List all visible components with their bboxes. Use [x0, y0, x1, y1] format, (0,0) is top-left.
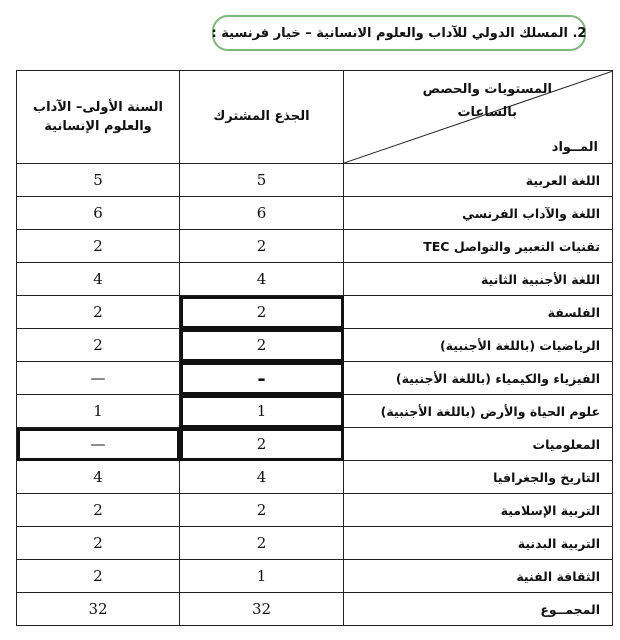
- common-core-hours: 2: [180, 527, 344, 560]
- table-row: [17, 296, 613, 329]
- table-row: [17, 395, 613, 428]
- common-core-hours: 2: [180, 230, 344, 263]
- subject-name: اللغة والآداب الفرنسي: [344, 197, 613, 230]
- table-row: [17, 230, 613, 263]
- common-core-hours: 1: [180, 395, 344, 428]
- header-subjects: المــواد: [551, 139, 598, 155]
- first-year-hours: 2: [17, 560, 180, 593]
- table-row: [17, 560, 613, 593]
- common-core-total: 32: [180, 593, 344, 626]
- table-row: [17, 164, 613, 197]
- first-year-hours: 6: [17, 197, 180, 230]
- first-year-hours: —: [17, 362, 180, 395]
- subject-name: الفيزياء والكيمياء (باللغة الأجنبية): [344, 362, 613, 395]
- table-row: [17, 362, 613, 395]
- first-year-hours: 2: [17, 230, 180, 263]
- header-common-core: الجذع المشترك: [180, 71, 344, 164]
- first-year-hours: 4: [17, 461, 180, 494]
- subject-name: علوم الحياة والأرض (باللغة الأجنبية): [344, 395, 613, 428]
- common-core-hours: 6: [180, 197, 344, 230]
- section-title: 2. المسلك الدولي للآداب والعلوم الانسانية – خيار فرنسية :: [212, 15, 586, 51]
- first-year-hours: 4: [17, 263, 180, 296]
- header-diagonal-cell: [344, 71, 613, 164]
- common-core-hours: 2: [180, 428, 344, 461]
- header-first-year: السنة الأولى– الآداب والعلوم الإنسانية: [17, 71, 180, 164]
- table-header-row: [17, 71, 613, 164]
- table-row: [17, 329, 613, 362]
- table-row: [17, 461, 613, 494]
- first-year-hours: 1: [17, 395, 180, 428]
- common-core-hours: 5: [180, 164, 344, 197]
- common-core-hours: 2: [180, 494, 344, 527]
- first-year-hours: 5: [17, 164, 180, 197]
- header-levels-line1: المستويات والحصص: [422, 82, 552, 97]
- subject-name: اللغة الأجنبية الثانية: [344, 263, 613, 296]
- common-core-hours: 2: [180, 329, 344, 362]
- first-year-hours: 2: [17, 329, 180, 362]
- common-core-hours: 4: [180, 461, 344, 494]
- table-row: [17, 263, 613, 296]
- first-year-hours: 2: [17, 494, 180, 527]
- table-row: [17, 428, 613, 461]
- table-row: [17, 494, 613, 527]
- subject-name: التاريخ والجغرافيا: [344, 461, 613, 494]
- common-core-hours: 4: [180, 263, 344, 296]
- header-levels: [423, 79, 552, 125]
- first-year-hours: —: [17, 428, 180, 461]
- table-row: [17, 197, 613, 230]
- common-core-hours: 1: [180, 560, 344, 593]
- first-year-total: 32: [17, 593, 180, 626]
- timetable-table: [16, 70, 613, 626]
- header-levels-line2: بالساعات: [457, 104, 518, 120]
- table-total-row: [17, 593, 613, 626]
- common-core-hours: 2: [180, 296, 344, 329]
- subject-name: اللغة العربية: [344, 164, 613, 197]
- subject-name: المعلوميات: [344, 428, 613, 461]
- table-row: [17, 527, 613, 560]
- subject-name: التربية البدنية: [344, 527, 613, 560]
- first-year-hours: 2: [17, 296, 180, 329]
- first-year-hours: 2: [17, 527, 180, 560]
- subject-name: الرياضيات (باللغة الأجنبية): [344, 329, 613, 362]
- subject-name: الثقافة الفنية: [344, 560, 613, 593]
- subject-name: الفلسفة: [344, 296, 613, 329]
- subject-name: تقنيات التعبير والتواصل TEC: [344, 230, 613, 263]
- total-label: المجمــوع: [344, 593, 613, 626]
- common-core-hours: -: [180, 362, 344, 395]
- subject-name: التربية الإسلامية: [344, 494, 613, 527]
